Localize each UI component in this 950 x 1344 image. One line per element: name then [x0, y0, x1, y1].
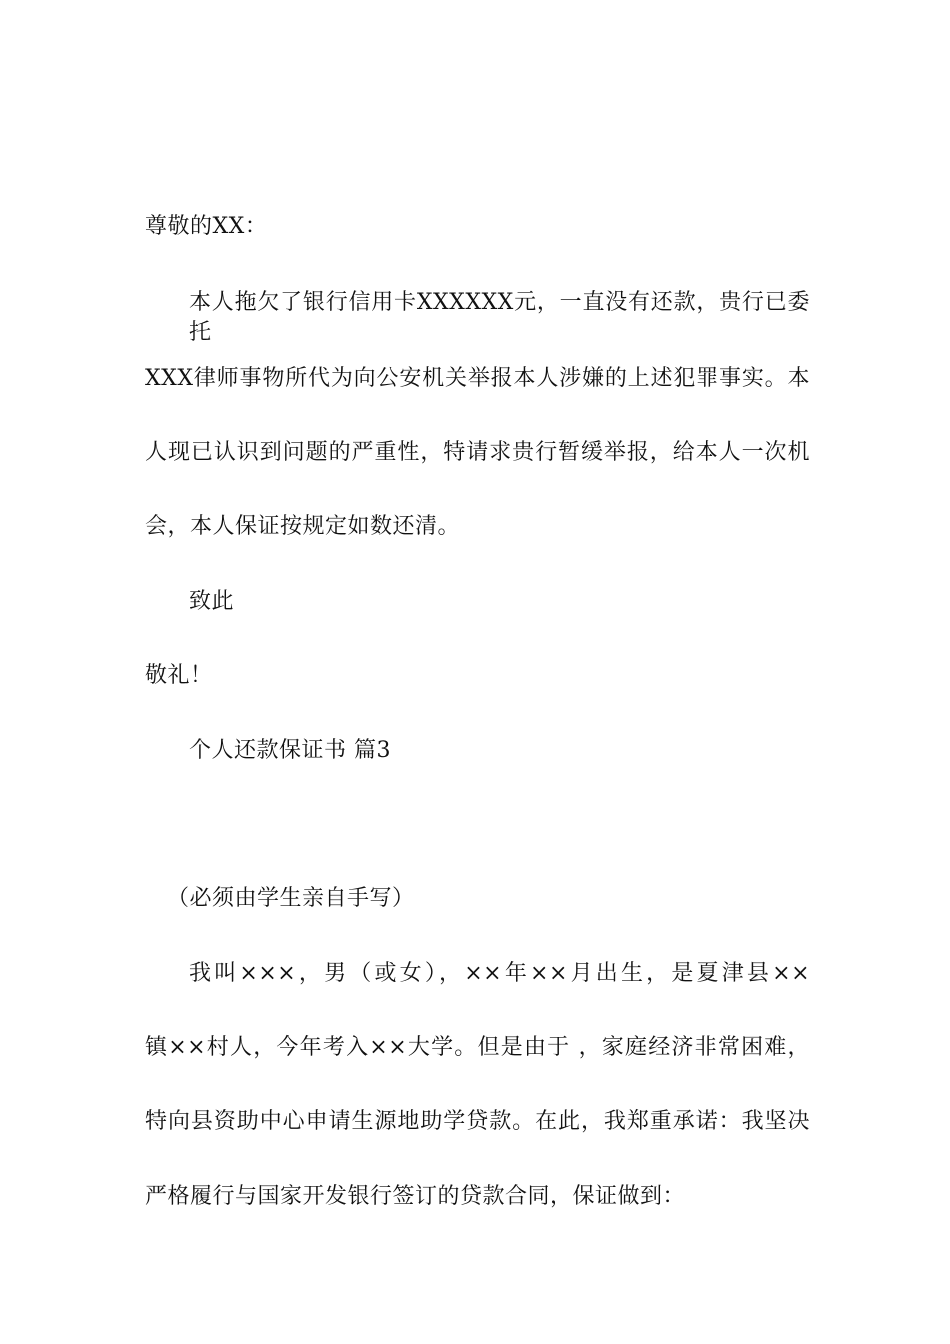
paragraph-line: 会，本人保证按规定如数还清。: [145, 514, 461, 539]
note-line: （必须由学生亲自手写）: [167, 886, 415, 911]
paragraph-line: 特向县资助中心申请生源地助学贷款。在此，我郑重承诺：我坚决: [145, 1109, 810, 1134]
section-heading: 个人还款保证书 篇3: [189, 738, 391, 763]
paragraph-line: 我叫×××，男（或女），××年××月出生，是夏津县××: [189, 961, 810, 986]
salutation: 尊敬的XX：: [145, 214, 268, 239]
paragraph-line: 镇××村人，今年考入××大学。但是由于 ，家庭经济非常困难，: [145, 1035, 810, 1060]
closing-line: 致此: [189, 589, 235, 614]
paragraph-line: 严格履行与国家开发银行签订的贷款合同，保证做到：: [145, 1184, 686, 1209]
paragraph-line: 人现已认识到问题的严重性，特请求贵行暂缓举报，给本人一次机: [145, 440, 810, 465]
paragraph-line: XXX律师事物所代为向公安机关举报本人涉嫌的上述犯罪事实。本: [145, 366, 810, 391]
closing-salute: 敬礼！: [145, 663, 213, 688]
paragraph-line: 本人拖欠了银行信用卡XXXXXX元，一直没有还款，贵行已委托: [189, 290, 810, 345]
